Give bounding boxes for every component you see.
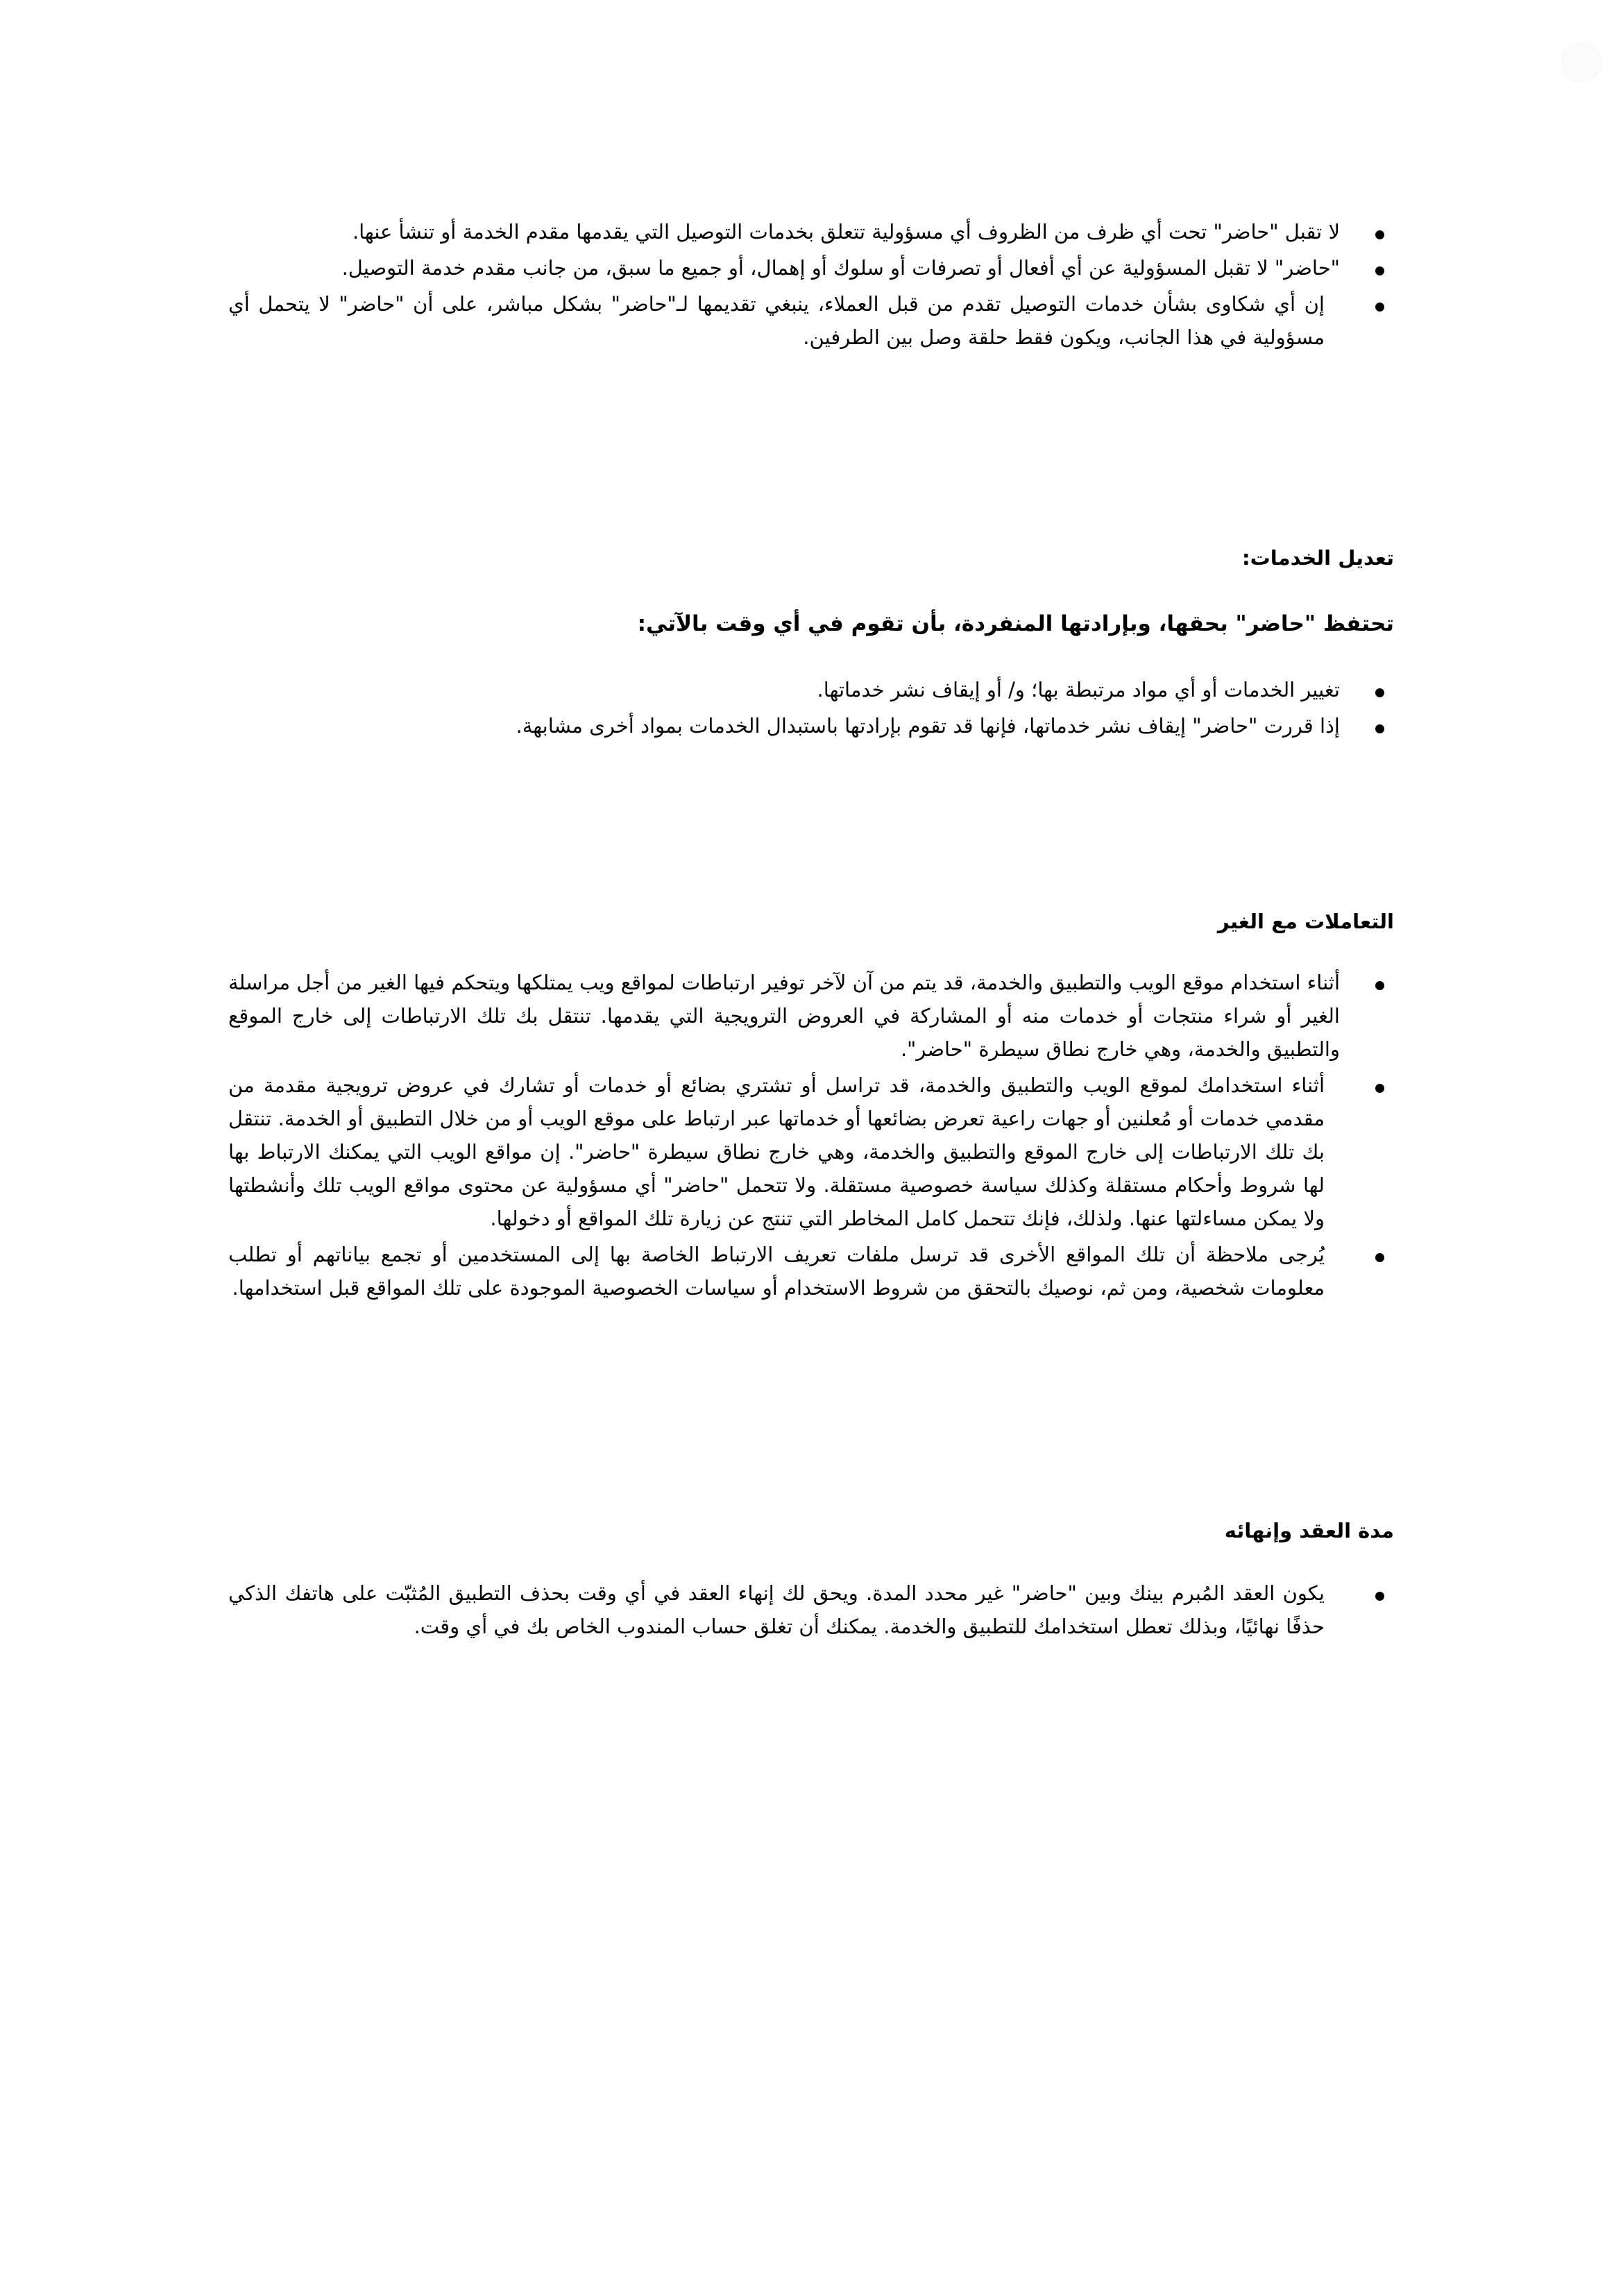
bullet-icon [1375,981,1384,990]
list-item [228,1238,1394,1304]
list-item-text: إن أي شكاوى بشأن خدمات التوصيل تقدم من قبل العملاء، ينبغي تقديمها لـ"حاضر" بشكل مباشر، على أن "حاضر" لا يتحمل أي مسؤولية في هذا الجانب، ويكون فقط حلقة وصل بين الطرفين. [228,292,1325,349]
list-item [228,709,1394,742]
modify-services-list [228,673,1394,742]
modify-services-subheading: تحتفظ "حاضر" بحقها، وبإرادتها المنفردة، بأن تقوم في أي وقت بالآتي: [637,611,1394,636]
bullet-icon [1375,230,1384,239]
list-item-text: تغيير الخدمات أو أي مواد مرتبطة بها؛ و/ أو إيقاف نشر خدماتها. [817,678,1340,701]
third-party-list [228,966,1394,1304]
contract-term-section [228,1576,1394,1646]
modify-services-section [228,673,1394,745]
intro-section [228,215,1394,357]
list-item [228,215,1394,248]
list-item-text: يكون العقد المُبرم بينك وبين "حاضر" غير محدد المدة. ويحق لك إنهاء العقد في أي وقت بحذف التطبيق المُثبّت على هاتفك الذكي حذفًا نهائيًا، وبذلك تعطل استخدامك للتطبيق والخدمة. يمكنك أن تغلق حساب المندوب الخاص بك في أي وقت. [228,1581,1325,1638]
bullet-icon [1375,1084,1384,1093]
contract-term-list [228,1576,1394,1643]
bullet-icon [1375,1253,1384,1262]
third-party-section [228,966,1394,1307]
third-party-heading: التعاملات مع الغير [1217,910,1394,933]
list-item-text: لا تقبل "حاضر" تحت أي ظرف من الظروف أي مسؤولية تتعلق بخدمات التوصيل التي يقدمها مقدم الخدمة أو تنشأ عنها. [352,220,1340,244]
list-item-text: "حاضر" لا تقبل المسؤولية عن أي أفعال أو تصرفات أو سلوك أو إهمال، أو جميع ما سبق، من جانب مقدم خدمة التوصيل. [341,256,1340,280]
list-item [228,251,1394,284]
list-item [228,673,1394,706]
list-item-text: أثناء استخدام موقع الويب والتطبيق والخدمة، قد يتم من آن لآخر توفير ارتباطات لمواقع ويب يمتلكها ويتحكم فيها الغير من أجل مراسلة الغير أو شراء منتجات أو خدمات منه أو المشاركة في العروض الترويجية التي يقدمها. تنتقل بك تلك الارتباطات إلى خارج الموقع والتطبيق والخدمة، وهي خارج نطاق سيطرة "حاضر". [228,971,1340,1061]
bullet-icon [1375,1592,1384,1601]
intro-list [228,215,1394,354]
contract-term-heading: مدة العقد وإنهائه [1224,1519,1394,1542]
list-item-text: يُرجى ملاحظة أن تلك المواقع الأخرى قد ترسل ملفات تعريف الارتباط الخاصة بها إلى المستخدمين أو تجمع بياناتهم أو تطلب معلومات شخصية، ومن ثم، نوصيك بالتحقق من شروط الاستخدام أو سياسات الخصوصية الموجودة على تلك المواقع قبل استخدامها. [228,1243,1325,1300]
list-item-text: إذا قررت "حاضر" إيقاف نشر خدماتها، فإنها قد تقوم بإرادتها باستبدال الخدمات بمواد أخرى مشابهة. [516,714,1340,738]
bullet-icon [1375,688,1384,697]
bullet-icon [1375,303,1384,312]
bullet-icon [1375,724,1384,733]
list-item [228,1069,1394,1235]
list-item [228,1576,1394,1643]
list-item [228,287,1394,354]
list-item [228,966,1394,1066]
list-item-text: أثناء استخدامك لموقع الويب والتطبيق والخدمة، قد تراسل أو تشتري بضائع أو خدمات أو تشارك في عروض ترويجية مقدمة من مقدمي خدمات أو مُعلنين أو جهات راعية تعرض بضائعها أو خدماتها عبر ارتباط على موقع الويب أو من خلال التطبيق أو الخدمة. تنتقل بك تلك الارتباطات إلى خارج الموقع والتطبيق والخدمة، وهي خارج نطاق سيطرة "حاضر". إن مواقع الويب التي يمكنك الارتباط بها لها شروط وأحكام مستقلة وكذلك سياسة خصوصية مستقلة. ولا تتحمل "حاضر" أي مسؤولية عن محتوى مواقع الويب تلك وأنشطتها ولا يمكن مساءلتها عنها. ولذلك، فإنك تتحمل كامل المخاطر التي تنتج عن زيارة تلك المواقع أو دخولها. [228,1073,1325,1230]
bullet-icon [1375,266,1384,275]
modify-services-heading: تعديل الخدمات: [1242,546,1394,570]
page-corner-mark [1561,42,1602,83]
